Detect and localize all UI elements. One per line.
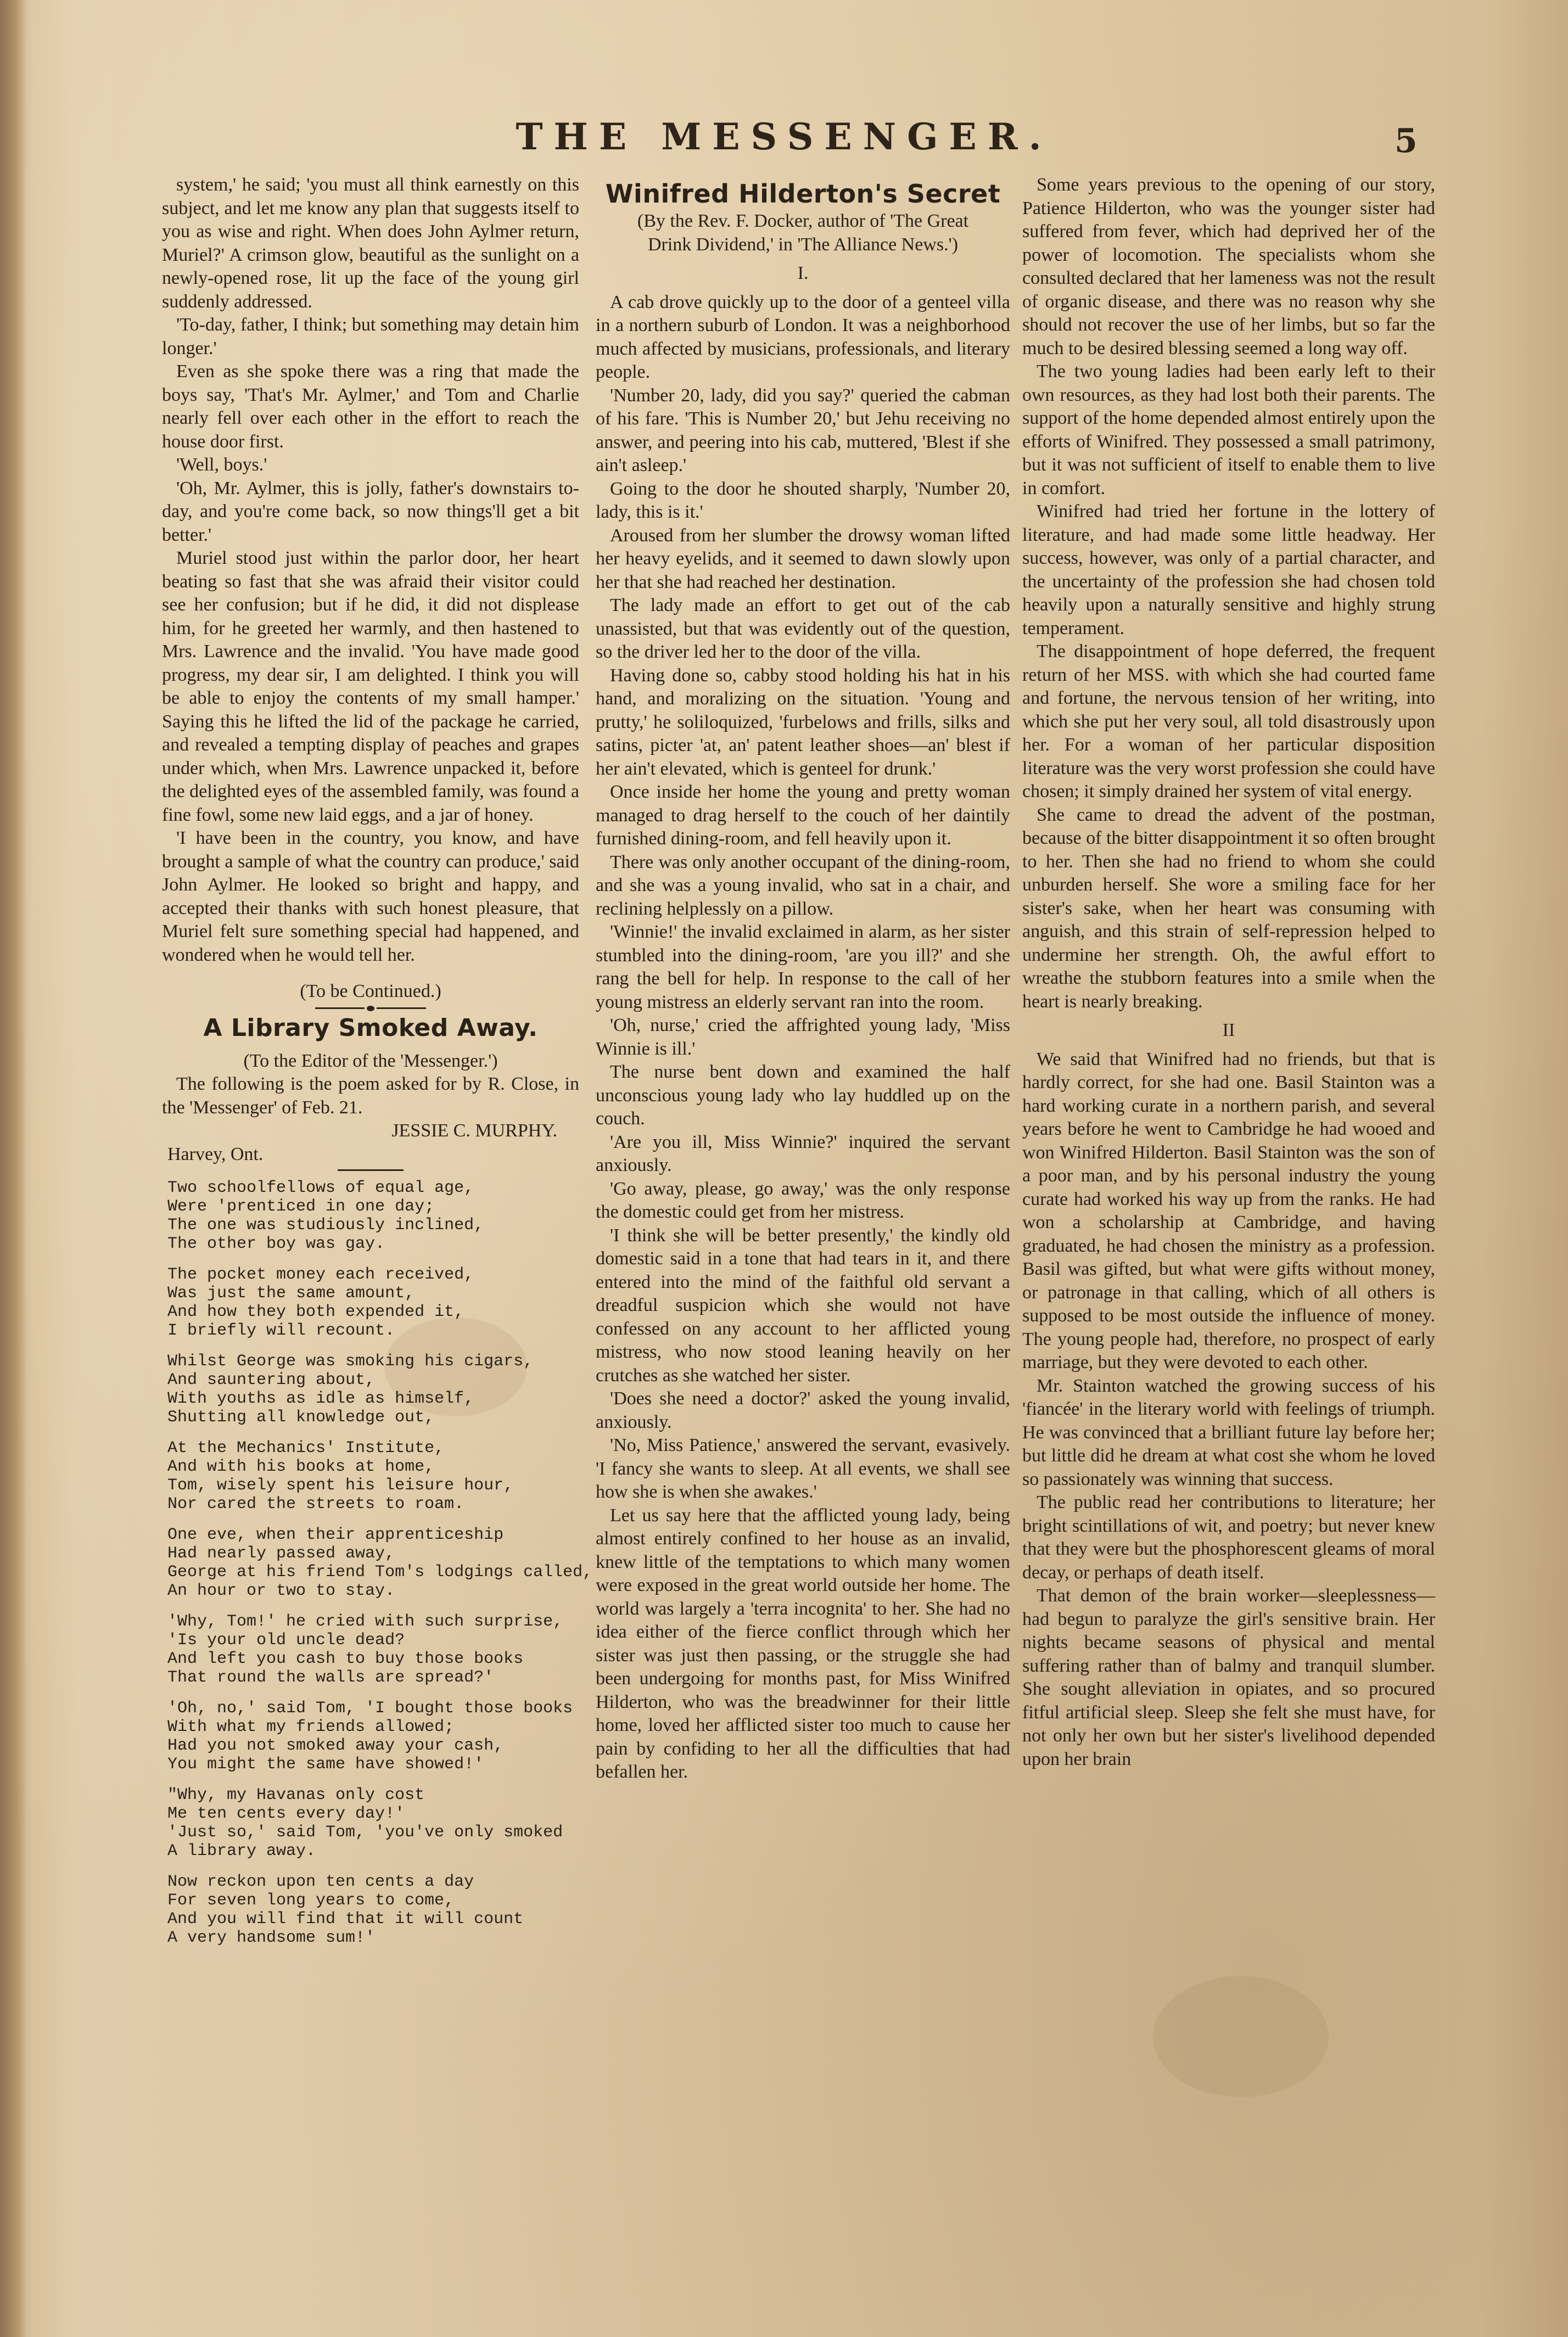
paragraph: 'Oh, Mr. Aylmer, this is jolly, father's downstairs to-day, and you're come back, so now things'll get a bit better.' [162,478,579,545]
paragraph: 'Number 20, lady, did you say?' queried the cabman of his fare. 'This is Number 20,' but Jehu receiving no answer, and peering into his cab, muttered, 'Blest if she ain't asleep.' [596,385,1010,475]
paragraph: 'Winnie!' the invalid exclaimed in alarm, as her sister stumbled into the dining-room, 'are you ill?' and she rang the bell for help. In response to the call of her young mistress an elderly servant ran into the room. [596,922,1010,1012]
paragraph: Winifred had tried her fortune in the lottery of literature, and had made some little headway. Her success, however, was only of a partial character, and the uncertainty of the profession she had chosen told heavily upon a naturally sensitive and highly strung temperament. [1022,501,1435,638]
paragraph: Aroused from her slumber the drowsy woman lifted her heavy eyelids, and it seemed to dawn slowly upon her that she had reached her destination. [596,525,1010,592]
paragraph: The public read her contributions to literature; her bright scintillations of wit, and poetry; but never knew that they were but the phosphorescent gleams of moral decay, or perhaps of death itself. [1022,1492,1435,1583]
poem-line: I briefly will recount. [167,1321,395,1340]
article-subtitle: (To the Editor of the 'Messenger.') [243,1050,498,1071]
short-rule [338,1169,404,1171]
paragraph: 'I think she will be better presently,' the kindly old domestic said in a tone that had tears in it, and there entered into the mind of the faithful old servant a dreadful suspicion which she would not have confessed on any account to her afflicted young mistress, who now stood leaning heavily on her crutches as she watched her sister. [596,1225,1010,1386]
paragraph: system,' he said; 'you must all think earnestly on this subject, and let me know any plan that suggests itself to you as wise and right. When does John Aylmer return, Muriel?' A crimson glow, beautiful as the sunlight on a newly-opened rose, lit up the face of the young girl suddenly addressed. [162,175,579,312]
paragraph: 'No, Miss Patience,' answered the servant, evasively. 'I fancy she wants to sleep. At all events, we shall see how she is when she awakes.' [596,1435,1010,1502]
page-number: 5 [1395,122,1418,160]
poem-line: A very handsome sum!' [167,1929,376,1947]
poem-line: And with his books at home, [167,1458,435,1476]
ornament-divider [162,1006,579,1011]
paragraph: 'Does she need a doctor?' asked the young invalid, anxiously. [596,1388,1010,1432]
poem-line: The other boy was gay. [167,1235,385,1253]
poem-line: 'Oh, no,' said Tom, 'I bought those books [167,1699,573,1718]
poem-line: At the Mechanics' Institute, [167,1439,445,1458]
poem-line: Tom, wisely spent his leisure hour, [167,1476,514,1495]
article-subtitle: (By the Rev. F. Docker, author of 'The Great Drink Dividend,' in 'The Alliance News.') [637,211,969,255]
column-3 [1022,173,1435,1771]
poem-stanza [162,1612,579,1687]
poem-line: One eve, when their apprenticeship [167,1526,504,1544]
paragraph: We said that Winifred had no friends, but that is hardly correct, for she had one. Basil Stainton was a hard working curate in a northern parish, and several years before he went to Cambridge he had wooed and won Winifred Hilderton. Basil Stainton was the son of a poor man, and by his personal industry the young curate had worked his way up from the ranks. He had won a scholarship at Cambridge, and having graduated, he had chosen the ministry as a profession. Basil was gifted, but what were gifts without money, or patronage in that calling, which of all others is supposed to be most outside the influence of money. The young people had, therefore, no prospect of early marriage, but they were devoted to each other. [1022,1049,1435,1372]
paragraph: The disappointment of hope deferred, the frequent return of her MSS. with which she had courted fame and fortune, the nervous tension of her writing, into which she put her very soul, all told disastrously upon her. For a woman of her particular disposition literature was the very worst profession she could have chosen; it simply drained her system of vital energy. [1022,641,1435,802]
paragraph: A cab drove quickly up to the door of a genteel villa in a northern suburb of London. It was a neighborhood much affected by musicians, professionals, and literary people. [596,292,1010,382]
paragraph: There was only another occupant of the dining-room, and she was a young invalid, who sat in a chair, and reclining helplessly on a pillow. [596,851,1010,919]
section-number: II [1222,1020,1235,1040]
poem-stanza [162,1699,579,1774]
poem-line: Had you not smoked away your cash, [167,1736,504,1755]
paragraph: She came to dread the advent of the postman, because of the bitter disappointment it so often brought to her. Then she had no friend to whom she could unburden herself. She wore a smiling face for her sister's sake, when her heart was consuming with anguish, and this strain of self-repression helped to undermine her strength. Oh, the awful effort to wreathe the stubborn features into a smile when the heart is nearly breaking. [1022,804,1435,1012]
poem-line: For seven long years to come, [167,1891,455,1910]
poem-line: Me ten cents every day!' [167,1804,405,1823]
section-number: I. [797,263,809,283]
article-title: Winifred Hilderton's Secret [605,179,1001,209]
paragraph: 'Well, boys.' [176,455,267,475]
paragraph: The lady made an effort to get out of the cab unassisted, but that was evidently out of the question, so the driver led her to the door of the villa. [596,595,1010,662]
poem-line: Two schoolfellows of equal age, [167,1179,474,1197]
poem-line: Were 'prenticed in one day; [167,1197,435,1216]
poem-line: That round the walls are spread?' [167,1668,494,1687]
poem-line: A library away. [167,1842,316,1860]
poem-line: With youths as idle as himself, [167,1389,474,1408]
poem-stanza [162,1352,579,1427]
poem-line: An hour or two to stay. [167,1582,395,1600]
masthead: THE MESSENGER. [516,115,1052,158]
author-place: Harvey, Ont. [167,1144,264,1164]
poem-stanza [162,1786,579,1860]
author-name: JESSIE C. MURPHY. [391,1120,557,1141]
poem-line: Nor cared the streets to roam. [167,1495,464,1514]
poem-stanza [162,1526,593,1600]
paper-stain [1153,1976,1329,2097]
poem-stanza [162,1439,579,1514]
poem-line: Was just the same amount, [167,1284,415,1303]
poem-line: Shutting all knowledge out, [167,1408,435,1427]
poem-line: And you will find that it will count [167,1910,524,1929]
paragraph: 'To-day, father, I think; but something may detain him longer.' [162,315,579,358]
article-title: A Library Smoked Away. [203,1013,538,1042]
article-intro: The following is the poem asked for by R. Close, in the 'Messenger' of Feb. 21. [162,1074,579,1118]
poem-line: The pocket money each received, [167,1265,474,1284]
paragraph: 'Go away, please, go away,' was the only response the domestic could get from her mistress. [596,1178,1010,1222]
paragraph: Mr. Stainton watched the growing success of his 'fiancée' in the literary world with feelings of triumph. He was convinced that a brilliant future lay before her; but little did he dream at what cost she whom he loved so passionately was winning that success. [1022,1375,1435,1489]
paragraph: Having done so, cabby stood holding his hat in his hand, and moralizing on the situation. 'Young and prutty,' he soliloquized, 'furbelows and frills, silks and satins, picter 'at, an' patent leather shoes—an' blest if her ain't elevated, which is genteel for drunk.' [596,665,1010,779]
poem-line: 'Is your old uncle dead? [167,1631,405,1650]
poem-line: The one was studiously inclined, [167,1216,484,1235]
poem-stanza [162,1179,579,1253]
poem-line: You might the same have showed!' [167,1755,484,1774]
poem-line: And sauntering about, [167,1371,376,1389]
paragraph: Even as she spoke there was a ring that made the boys say, 'That's Mr. Aylmer,' and Tom and Charlie nearly fell over each other in the effort to reach the house door first. [162,361,579,452]
paragraph: Once inside her home the young and pretty woman managed to drag herself to the couch of her daintily furnished dining-room, and fell heavily upon it. [596,782,1010,849]
paragraph: Muriel stood just within the parlor door, her heart beating so fast that she was afraid their visitor could see her confusion; but if he did, it did not displease him, for he greeted her warmly, and then hastened to Mrs. Lawrence and the invalid. 'You have made good progress, my dear sir, I am delighted. I think you will be able to enjoy the contents of my small hamper.' Saying this he lifted the lid of the package he carried, and revealed a tempting display of peaches and grapes under which, when Mrs. Lawrence unpacked it, before the delighted eyes of the assembled family, was found a fine fowl, some new laid eggs, and a jar of honey. [162,548,579,825]
column-1 [162,173,593,1959]
paragraph: 'I have been in the country, you know, and have brought a sample of what the country can produce,' said John Aylmer. He looked so bright and happy, and accepted their thanks with such honest pleasure, that Muriel felt sure something special had happened, and wondered when he would tell her. [162,828,579,965]
paragraph: The two young ladies had been early left to their own resources, as they had lost both their parents. The support of the home depended almost entirely upon the efforts of Winifred. They possessed a small patrimony, but it was not sufficient of itself to enable them to live in comfort. [1022,361,1435,498]
paragraph: Going to the door he shouted sharply, 'Number 20, lady, this is it.' [596,478,1010,522]
poem-line: Now reckon upon ten cents a day [167,1873,474,1891]
paragraph: 'Are you ill, Miss Winnie?' inquired the servant anxiously. [596,1131,1010,1175]
poem-line: And left you cash to buy those books [167,1650,524,1668]
poem-line: Whilst George was smoking his cigars, [167,1352,534,1371]
poem-line: With what my friends allowed; [167,1718,455,1736]
to-be-continued: (To be Continued.) [300,981,441,1001]
paragraph: The nurse bent down and examined the half unconscious young lady who lay huddled up on the couch. [596,1062,1010,1129]
paragraph: That demon of the brain worker—sleeplessness—had begun to paralyze the girl's sensitive brain. Her nights became seasons of physical and mental suffering rather than of balmy and tranquil slumber. She sought alleviation in opiates, and so procured fitful artificial sleep. Sleep she felt she must have, for not only her own but her sister's livelihood depended upon her brain [1022,1585,1435,1769]
paragraph: Let us say here that the afflicted young lady, being almost entirely confined to her house as an invalid, knew little of the temptations to which many women were exposed in the great world outside her home. The world was largely a 'terra incognita' to her. She had no idea either of the fierce conflict through which her sister was just then passing, or the struggle she had been undergoing for months past, for Miss Winifred Hilderton, who was the breadwinner for their little home, loved her afflicted sister too much to cause her pain by confiding to her all the difficulties that had befallen her. [596,1505,1010,1782]
poem-line: And how they both expended it, [167,1303,464,1321]
poem-line: 'Just so,' said Tom, 'you've only smoked [167,1823,563,1842]
poem-line: George at his friend Tom's lodgings called, [167,1563,593,1582]
paragraph: 'Oh, nurse,' cried the affrighted young lady, 'Miss Winnie is ill.' [596,1015,1010,1059]
poem-stanza [162,1873,579,1947]
poem-line: "Why, my Havanas only cost [167,1786,425,1804]
poem-stanza [162,1265,579,1340]
page-fold-shadow [0,0,26,2337]
poem-line: 'Why, Tom!' he cried with such surprise, [167,1612,563,1631]
poem-line: Had nearly passed away, [167,1544,395,1563]
column-2 [596,173,1010,1784]
paragraph: Some years previous to the opening of our story, Patience Hilderton, who was the younger sister had suffered from fever, which had deprived her of the power of locomotion. The specialists whom she consulted declared that her lameness was not the result of organic disease, and there was no reason why she should not recover the use of her limbs, but so far the much to be desired blessing seemed a long way off. [1022,175,1435,358]
